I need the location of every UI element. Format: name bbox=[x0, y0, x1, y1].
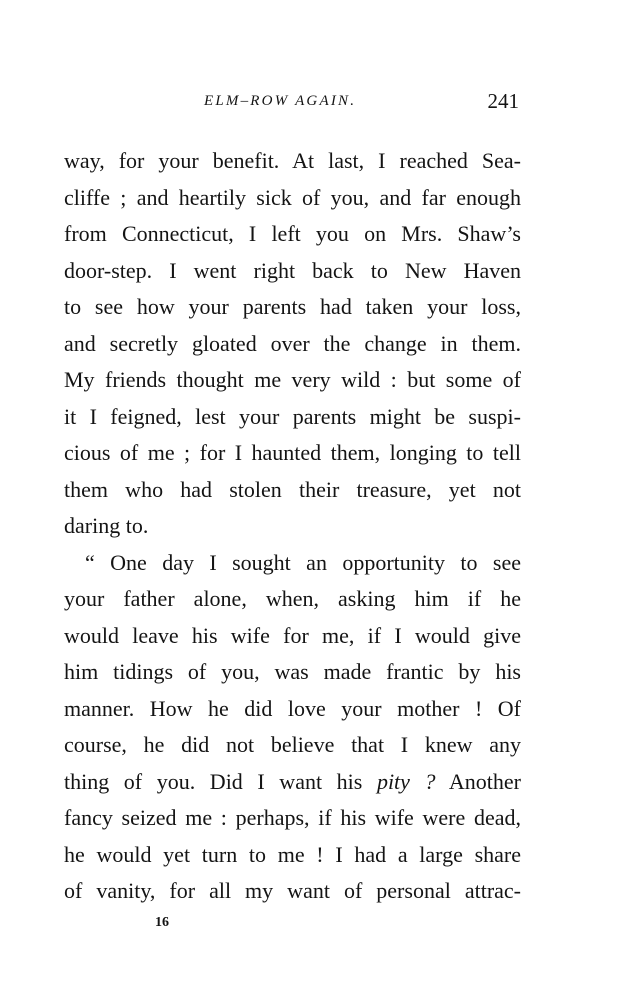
text-line: My friends thought me very wild : but some of bbox=[64, 367, 521, 392]
signature-mark: 16 bbox=[155, 915, 169, 930]
text-line: and secretly gloated over the change in them. bbox=[64, 330, 521, 356]
body-text bbox=[64, 143, 521, 910]
text-line: cious of me ; for I haunted them, longing to tell bbox=[64, 440, 521, 465]
text-line: course, he did not believe that I knew any bbox=[64, 732, 521, 757]
text-line: would leave his wife for me, if I would give bbox=[64, 622, 521, 648]
text-line: door-step. I went right back to New Haven bbox=[64, 257, 521, 283]
text-line: him tidings of you, was made frantic by his bbox=[64, 659, 521, 684]
text-line: to see how your parents had taken your loss, bbox=[64, 294, 521, 319]
paragraph-end-line: daring to. bbox=[64, 513, 149, 538]
text-segment: Another bbox=[448, 768, 521, 794]
text-line: way, for your benefit. At last, I reached Sea- bbox=[64, 148, 521, 173]
paragraph-start-line: “ One day I sought an opportunity to see bbox=[85, 549, 521, 575]
running-title: ELM–ROW AGAIN. bbox=[204, 93, 357, 109]
page-number: 241 bbox=[487, 89, 519, 113]
text-line: from Connecticut, I left you on Mrs. Shaw’s bbox=[64, 221, 521, 246]
italic-word: pity ? bbox=[376, 768, 436, 794]
text-line: it I feigned, lest your parents might be suspi- bbox=[64, 403, 521, 429]
text-segment: thing of you. Did I want his bbox=[64, 768, 363, 794]
text-line: your father alone, when, asking him if he bbox=[64, 586, 521, 611]
text-line: manner. How he did love your mother ! Of bbox=[64, 695, 521, 721]
text-line-with-italic bbox=[64, 764, 521, 801]
text-line: he would yet turn to me ! I had a large share bbox=[64, 841, 521, 867]
text-line: of vanity, for all my want of personal attrac- bbox=[64, 878, 521, 903]
text-line: them who had stolen their treasure, yet not bbox=[64, 476, 521, 502]
text-line: cliffe ; and heartily sick of you, and far enough bbox=[64, 184, 521, 210]
text-line: fancy seized me : perhaps, if his wife were dead, bbox=[64, 805, 521, 830]
running-head bbox=[64, 89, 519, 119]
